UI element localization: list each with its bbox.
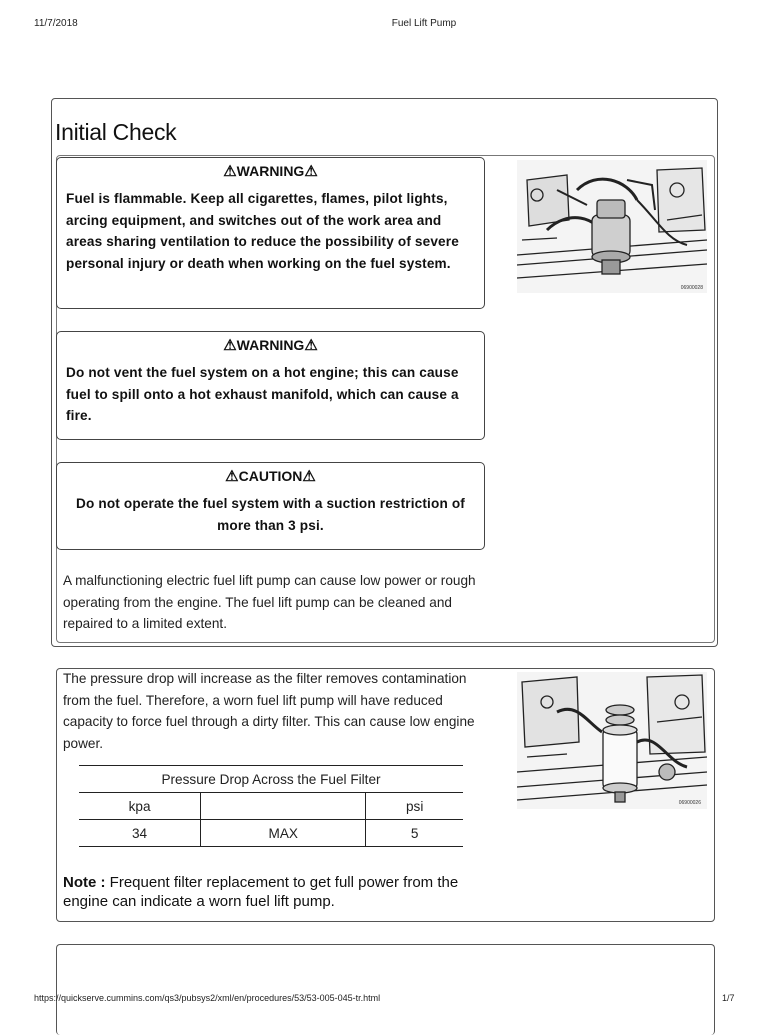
- caution-triangle-icon: ⚠: [302, 468, 316, 485]
- section-heading: Initial Check: [55, 119, 177, 145]
- warning-title: [57, 162, 484, 180]
- table-header-blank: [201, 793, 366, 820]
- table-cell-kpa: 34: [79, 820, 201, 847]
- filter-drawing: [517, 672, 707, 809]
- warning-text: Fuel is flammable. Keep all cigarettes, flames, pilot lights, arcing equipment, and switches out of the work area and areas sharing ventilation to reduce the possibility of severe personal injury or death when working on the fuel system.: [66, 191, 459, 271]
- warning-box-flammable: [56, 157, 485, 309]
- section-next: [56, 944, 715, 1035]
- warning-title: [57, 336, 484, 354]
- table-header-kpa: kpa: [79, 793, 201, 820]
- warning-label: WARNING: [236, 337, 305, 353]
- fuel-filter-illustration: [517, 672, 707, 809]
- caution-box: [56, 462, 485, 550]
- warning-triangle-icon: ⚠: [223, 163, 237, 180]
- note-text: Frequent filter replacement to get full power from the engine can indicate a worn fuel lift pump.: [63, 874, 459, 910]
- caution-triangle-icon: ⚠: [225, 468, 239, 485]
- caution-title: [57, 467, 484, 485]
- page-url[interactable]: https://quickserve.cummins.com/qs3/pubsys2/xml/en/procedures/53/53-005-045-tr.html: [34, 993, 381, 1003]
- print-title: Fuel Lift Pump: [391, 18, 457, 29]
- print-date: 11/7/2018: [34, 18, 78, 29]
- table-cell-limit: MAX: [201, 820, 366, 847]
- caution-label: CAUTION: [238, 468, 303, 484]
- figure-label: 06900028: [680, 285, 703, 291]
- table-header-psi: psi: [366, 793, 463, 820]
- page-number: 1/7: [722, 993, 735, 1003]
- figure-label: 06900026: [678, 800, 701, 806]
- warning-text: Do not vent the fuel system on a hot engine; this can cause fuel to spill onto a hot exhaust manifold, which can cause a fire.: [66, 365, 459, 423]
- engine-drawing: [517, 160, 707, 293]
- note: [63, 873, 493, 911]
- note-label: Note :: [63, 874, 106, 891]
- caution-text: Do not operate the fuel system with a suction restriction of more than 3 psi.: [76, 496, 465, 533]
- pressure-drop-paragraph: The pressure drop will increase as the filter removes contamination from the fuel. Therefore, a worn fuel lift pump will have reduced capacity to force fuel through a dirty filter. This can cause low engine power.: [63, 671, 475, 751]
- intro-paragraph: A malfunctioning electric fuel lift pump can cause low power or rough operating from the engine. The fuel lift pump can be cleaned and repaired to a limited extent.: [63, 573, 476, 631]
- table-cell-psi: 5: [366, 820, 463, 847]
- fuel-lift-pump-illustration: [517, 160, 707, 293]
- warning-triangle-icon: ⚠: [304, 163, 318, 180]
- warning-box-hot-engine: [56, 331, 485, 440]
- warning-triangle-icon: ⚠: [304, 337, 318, 354]
- warning-label: WARNING: [236, 163, 305, 179]
- warning-triangle-icon: ⚠: [223, 337, 237, 354]
- pressure-drop-table: [79, 765, 463, 847]
- table-caption: Pressure Drop Across the Fuel Filter: [79, 766, 463, 793]
